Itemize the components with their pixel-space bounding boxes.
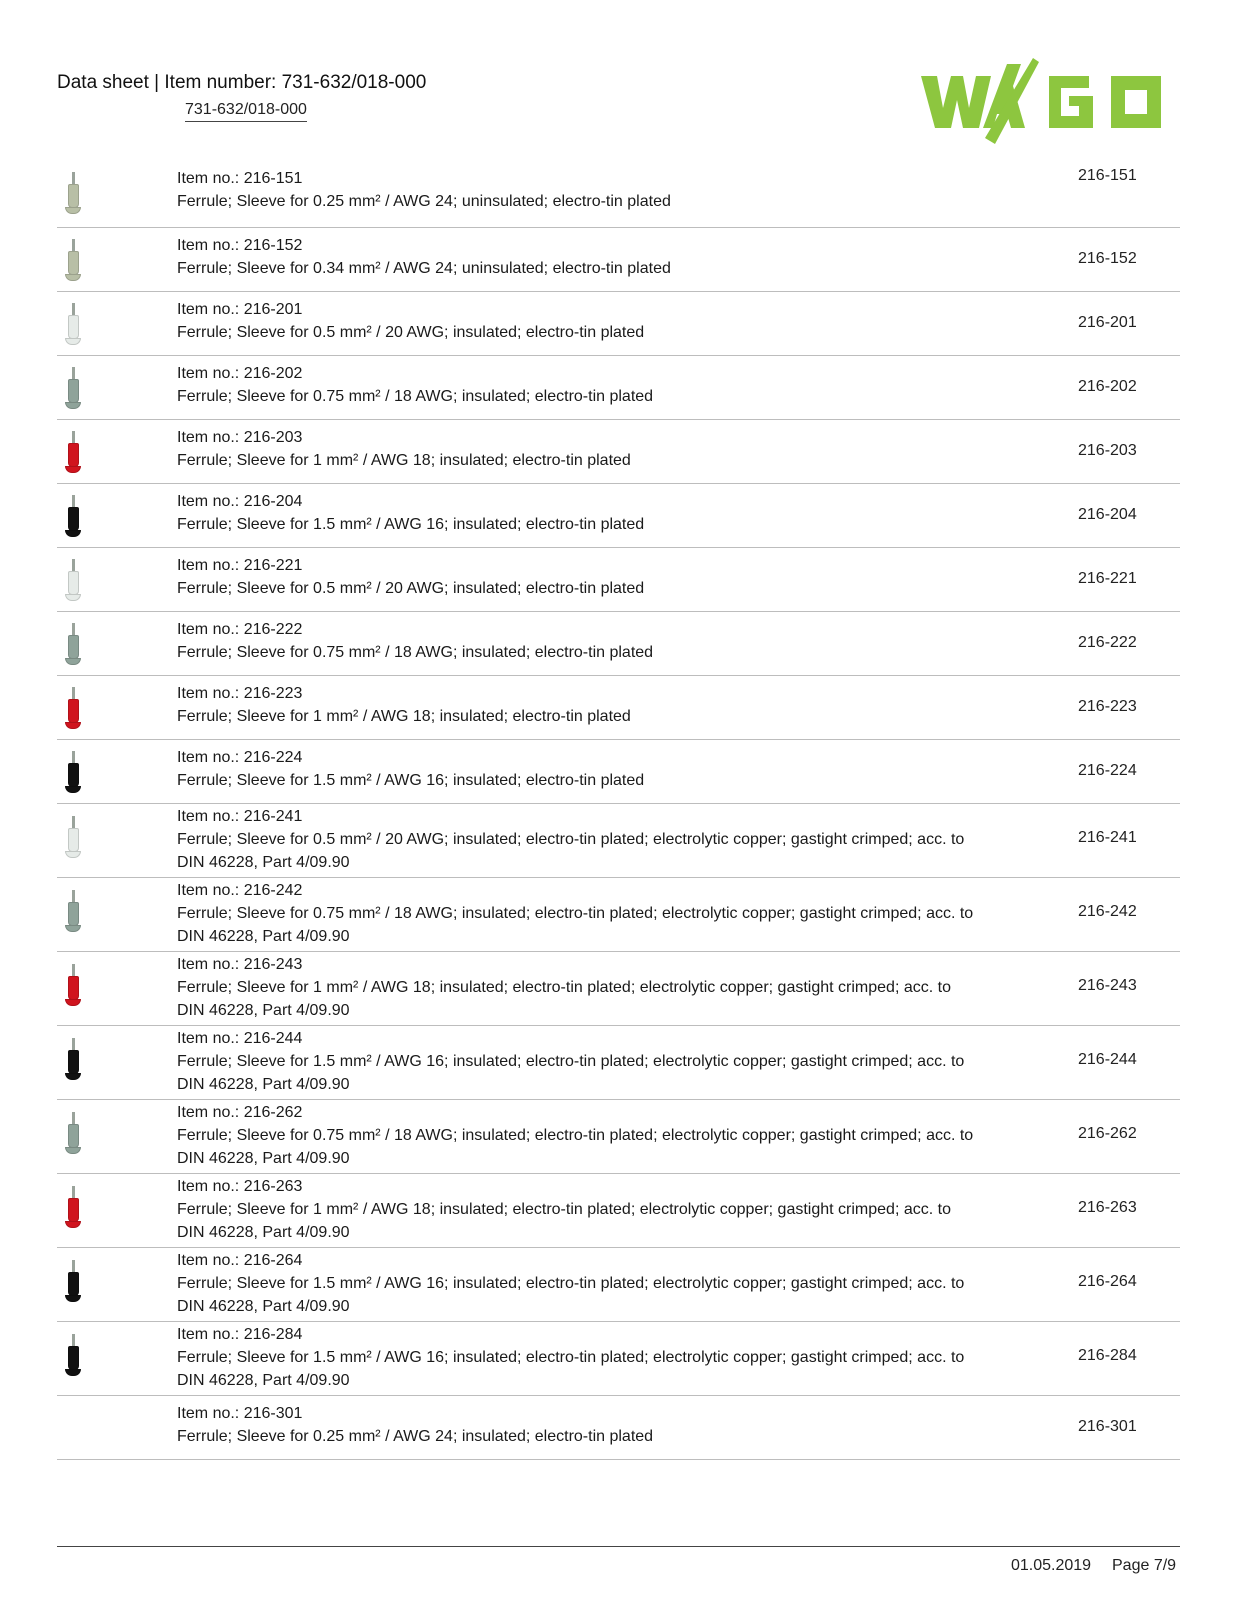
item-code: 216-244	[1078, 1051, 1137, 1068]
item-number: Item no.: 216-201	[177, 301, 303, 318]
ferrule-thumbnail-icon	[61, 172, 85, 214]
item-description: Ferrule; Sleeve for 0.34 mm² / AWG 24; uninsulated; electro-tin plated	[177, 260, 671, 277]
item-code: 216-203	[1078, 442, 1137, 459]
item-number: Item no.: 216-263	[177, 1178, 303, 1195]
table-row	[57, 548, 1180, 612]
item-description: Ferrule; Sleeve for 1.5 mm² / AWG 16; insulated; electro-tin plated; electrolytic copper; gastight crimped; acc. to DIN 46228, Part 4/09.90	[177, 1053, 965, 1093]
item-description: Ferrule; Sleeve for 1.5 mm² / AWG 16; insulated; electro-tin plated	[177, 772, 645, 789]
item-number: Item no.: 216-202	[177, 365, 303, 382]
table-row	[57, 612, 1180, 676]
table-row	[57, 420, 1180, 484]
item-info	[177, 1027, 977, 1096]
item-description: Ferrule; Sleeve for 0.25 mm² / AWG 24; uninsulated; electro-tin plated	[177, 193, 671, 210]
item-info	[177, 1323, 977, 1392]
item-number: Item no.: 216-241	[177, 808, 303, 825]
item-code: 216-223	[1078, 698, 1137, 715]
item-code: 216-263	[1078, 1199, 1137, 1216]
item-code: 216-224	[1078, 762, 1137, 779]
table-row	[57, 1174, 1180, 1248]
ferrule-thumbnail-icon	[61, 964, 85, 1006]
table-row	[57, 228, 1180, 292]
item-number: Item no.: 216-242	[177, 882, 303, 899]
item-number: Item no.: 216-284	[177, 1326, 303, 1343]
item-number: Item no.: 216-244	[177, 1030, 303, 1047]
item-info	[177, 953, 977, 1022]
table-row	[57, 161, 1180, 228]
table-row	[57, 292, 1180, 356]
item-number: Item no.: 216-151	[177, 170, 303, 187]
item-number-link[interactable]: 731-632/018-000	[185, 101, 307, 122]
item-code: 216-264	[1078, 1273, 1137, 1290]
item-description: Ferrule; Sleeve for 1 mm² / AWG 18; insulated; electro-tin plated; electrolytic copper; gastight crimped; acc. to DIN 46228, Part 4/09.90	[177, 979, 951, 1019]
accessory-list	[57, 161, 1180, 1460]
ferrule-thumbnail-icon	[61, 1186, 85, 1228]
item-code: 216-241	[1078, 829, 1137, 846]
item-info	[177, 362, 977, 408]
item-description: Ferrule; Sleeve for 0.25 mm² / AWG 24; insulated; electro-tin plated	[177, 1428, 654, 1445]
item-number: Item no.: 216-224	[177, 749, 303, 766]
item-info	[177, 805, 977, 874]
item-description: Ferrule; Sleeve for 0.5 mm² / 20 AWG; insulated; electro-tin plated; electrolytic copper; gastight crimped; acc. to DIN 46228, Part 4/09.90	[177, 831, 965, 871]
item-info	[177, 1175, 977, 1244]
ferrule-thumbnail-icon	[61, 751, 85, 793]
table-row	[57, 952, 1180, 1026]
item-info	[177, 490, 977, 536]
item-description: Ferrule; Sleeve for 1.5 mm² / AWG 16; insulated; electro-tin plated	[177, 516, 645, 533]
wago-logo-icon	[921, 58, 1175, 144]
item-description: Ferrule; Sleeve for 0.75 mm² / 18 AWG; insulated; electro-tin plated; electrolytic copper; gastight crimped; acc. to DIN 46228, Part 4/09.90	[177, 1127, 974, 1167]
item-code: 216-204	[1078, 506, 1137, 523]
item-number: Item no.: 216-152	[177, 237, 303, 254]
item-description: Ferrule; Sleeve for 1.5 mm² / AWG 16; insulated; electro-tin plated; electrolytic copper; gastight crimped; acc. to DIN 46228, Part 4/09.90	[177, 1349, 965, 1389]
ferrule-thumbnail-icon	[61, 1112, 85, 1154]
ferrule-thumbnail-icon	[61, 1334, 85, 1376]
footer-date: 01.05.2019	[1011, 1557, 1092, 1574]
item-number: Item no.: 216-222	[177, 621, 303, 638]
item-description: Ferrule; Sleeve for 0.75 mm² / 18 AWG; insulated; electro-tin plated; electrolytic copper; gastight crimped; acc. to DIN 46228, Part 4/09.90	[177, 905, 974, 945]
table-row	[57, 1100, 1180, 1174]
item-info	[177, 1402, 977, 1448]
item-description: Ferrule; Sleeve for 0.75 mm² / 18 AWG; insulated; electro-tin plated	[177, 388, 654, 405]
item-code: 216-202	[1078, 378, 1137, 395]
item-code: 216-201	[1078, 314, 1137, 331]
item-info	[177, 167, 977, 213]
item-info	[177, 298, 977, 344]
item-info	[177, 234, 977, 280]
item-number: Item no.: 216-204	[177, 493, 303, 510]
table-row	[57, 1026, 1180, 1100]
ferrule-thumbnail-icon	[61, 1260, 85, 1302]
item-code: 216-284	[1078, 1347, 1137, 1364]
table-row	[57, 804, 1180, 878]
item-number: Item no.: 216-262	[177, 1104, 303, 1121]
table-row	[57, 1248, 1180, 1322]
item-code: 216-152	[1078, 250, 1137, 267]
item-info	[177, 879, 977, 948]
item-description: Ferrule; Sleeve for 0.5 mm² / 20 AWG; insulated; electro-tin plated	[177, 324, 645, 341]
item-number: Item no.: 216-203	[177, 429, 303, 446]
ferrule-thumbnail-icon	[61, 239, 85, 281]
table-row	[57, 1396, 1180, 1460]
item-number: Item no.: 216-221	[177, 557, 303, 574]
item-code: 216-262	[1078, 1125, 1137, 1142]
item-code: 216-242	[1078, 903, 1137, 920]
item-number: Item no.: 216-243	[177, 956, 303, 973]
table-row	[57, 1322, 1180, 1396]
ferrule-thumbnail-icon	[61, 687, 85, 729]
item-description: Ferrule; Sleeve for 0.5 mm² / 20 AWG; insulated; electro-tin plated	[177, 580, 645, 597]
item-code: 216-151	[1078, 167, 1137, 184]
item-info	[177, 746, 977, 792]
item-code: 216-243	[1078, 977, 1137, 994]
item-info	[177, 554, 977, 600]
page-title: Data sheet | Item number: 731-632/018-000	[57, 72, 427, 93]
ferrule-thumbnail-icon	[61, 495, 85, 537]
table-row	[57, 356, 1180, 420]
item-code: 216-301	[1078, 1418, 1137, 1435]
ferrule-thumbnail-icon	[61, 431, 85, 473]
item-number: Item no.: 216-301	[177, 1405, 303, 1422]
ferrule-thumbnail-icon	[61, 890, 85, 932]
table-row	[57, 484, 1180, 548]
page-number: Page 7/9	[1112, 1557, 1177, 1574]
ferrule-thumbnail-icon	[61, 623, 85, 665]
table-row	[57, 676, 1180, 740]
item-code: 216-222	[1078, 634, 1137, 651]
item-number: Item no.: 216-264	[177, 1252, 303, 1269]
item-info	[177, 1249, 977, 1318]
item-description: Ferrule; Sleeve for 1.5 mm² / AWG 16; insulated; electro-tin plated; electrolytic copper; gastight crimped; acc. to DIN 46228, Part 4/09.90	[177, 1275, 965, 1315]
item-info	[177, 426, 977, 472]
item-code: 216-221	[1078, 570, 1137, 587]
ferrule-thumbnail-icon	[61, 559, 85, 601]
wago-logo	[921, 58, 1175, 144]
item-info	[177, 618, 977, 664]
ferrule-thumbnail-icon	[61, 1038, 85, 1080]
footer-divider	[57, 1546, 1180, 1547]
item-number: Item no.: 216-223	[177, 685, 303, 702]
item-description: Ferrule; Sleeve for 1 mm² / AWG 18; insulated; electro-tin plated	[177, 708, 631, 725]
table-row	[57, 740, 1180, 804]
item-description: Ferrule; Sleeve for 1 mm² / AWG 18; insulated; electro-tin plated	[177, 452, 631, 469]
table-row	[57, 878, 1180, 952]
ferrule-thumbnail-icon	[61, 367, 85, 409]
item-description: Ferrule; Sleeve for 1 mm² / AWG 18; insulated; electro-tin plated; electrolytic copper; gastight crimped; acc. to DIN 46228, Part 4/09.90	[177, 1201, 951, 1241]
item-info	[177, 682, 977, 728]
item-description: Ferrule; Sleeve for 0.75 mm² / 18 AWG; insulated; electro-tin plated	[177, 644, 654, 661]
ferrule-thumbnail-icon	[61, 303, 85, 345]
ferrule-thumbnail-icon	[61, 816, 85, 858]
item-info	[177, 1101, 977, 1170]
